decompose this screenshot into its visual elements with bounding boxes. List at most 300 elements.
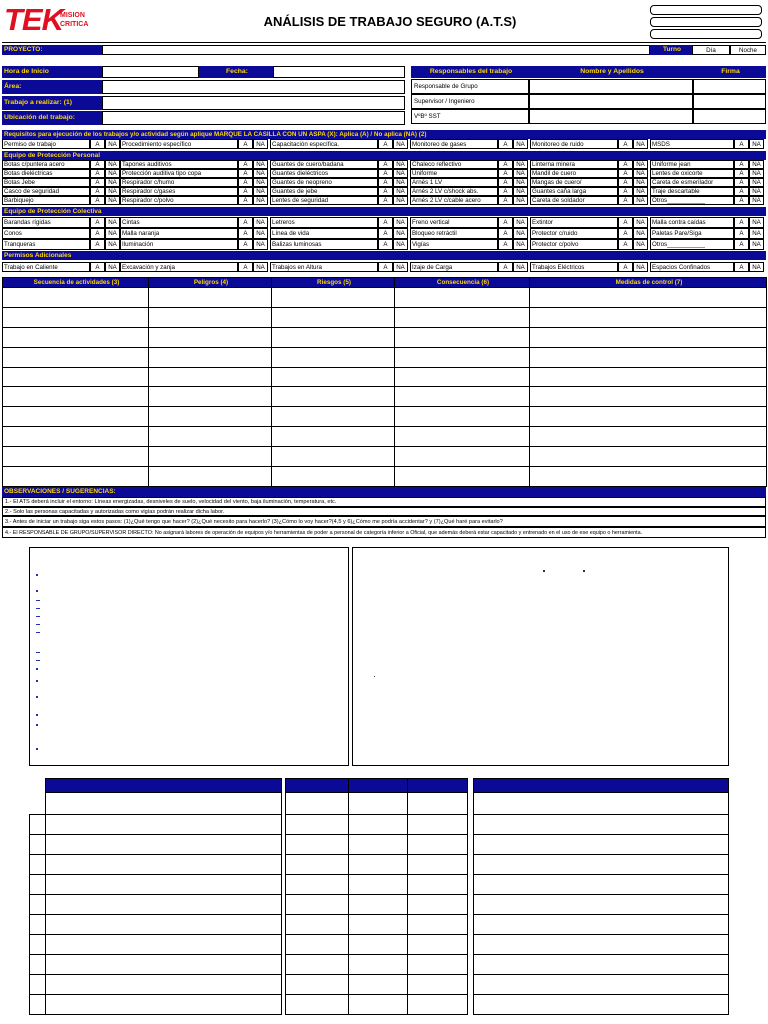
no-aplica-checkbox[interactable]: NA	[749, 217, 764, 228]
bottom-table-cell[interactable]	[46, 975, 282, 995]
bottom-table-cell[interactable]	[349, 935, 408, 955]
checklist-item-label: Protector c/polvo	[530, 239, 618, 250]
analisis-cell[interactable]	[395, 467, 530, 487]
aplica-checkbox[interactable]: A	[618, 196, 633, 205]
bottom-table-cell[interactable]	[30, 855, 46, 875]
aplica-checkbox[interactable]: A	[498, 160, 513, 169]
aplica-checkbox[interactable]: A	[90, 217, 105, 228]
aplica-checkbox[interactable]: A	[378, 160, 393, 169]
no-aplica-checkbox[interactable]: NA	[513, 139, 528, 149]
aplica-checkbox[interactable]: A	[90, 196, 105, 205]
bottom-table-row	[474, 975, 729, 995]
no-aplica-checkbox[interactable]: NA	[749, 187, 764, 196]
analisis-cell[interactable]	[3, 367, 149, 387]
analisis-cell[interactable]	[395, 367, 530, 387]
proyecto-input[interactable]	[102, 45, 650, 55]
bottom-table-cell[interactable]	[349, 915, 408, 935]
bottom-table-cell[interactable]	[474, 935, 729, 955]
analisis-cell[interactable]	[3, 288, 149, 308]
no-aplica-checkbox[interactable]: NA	[393, 217, 408, 228]
no-aplica-checkbox[interactable]: NA	[253, 262, 268, 272]
bottom-table-cell[interactable]	[349, 815, 408, 835]
bottom-header-cell	[46, 779, 282, 793]
checklist-item-label: Botas c/puntera acero	[2, 160, 90, 169]
notes-box-right[interactable]	[352, 547, 729, 766]
aplica-checkbox[interactable]: A	[238, 169, 253, 178]
aplica-checkbox[interactable]: A	[90, 262, 105, 272]
bottom-table-cell[interactable]	[408, 935, 468, 955]
bottom-table-row	[30, 935, 282, 955]
checklist-item-label: Espacios Confinados	[650, 262, 734, 272]
bottom-blank-cell	[30, 779, 46, 793]
analisis-cell[interactable]	[395, 307, 530, 327]
aplica-checkbox[interactable]: A	[378, 187, 393, 196]
resp-row-firma[interactable]	[693, 79, 766, 94]
analisis-cell[interactable]	[530, 467, 767, 487]
no-aplica-checkbox[interactable]: NA	[105, 139, 120, 149]
aplica-checkbox[interactable]: A	[238, 196, 253, 205]
bottom-table-cell[interactable]	[30, 975, 46, 995]
no-aplica-checkbox[interactable]: NA	[393, 196, 408, 205]
aplica-checkbox[interactable]: A	[378, 239, 393, 250]
no-aplica-checkbox[interactable]: NA	[633, 239, 648, 250]
no-aplica-checkbox[interactable]: NA	[105, 187, 120, 196]
bottom-table-cell[interactable]	[46, 835, 282, 855]
no-aplica-checkbox[interactable]: NA	[633, 187, 648, 196]
area-label: Área:	[2, 80, 102, 94]
aplica-checkbox[interactable]: A	[618, 228, 633, 239]
aplica-checkbox[interactable]: A	[238, 262, 253, 272]
aplica-checkbox[interactable]: A	[498, 262, 513, 272]
analisis-cell[interactable]	[3, 327, 149, 347]
bottom-table-cell[interactable]	[30, 875, 46, 895]
analisis-cell[interactable]	[3, 407, 149, 427]
bottom-table-cell[interactable]	[46, 915, 282, 935]
no-aplica-checkbox[interactable]: NA	[633, 178, 648, 187]
aplica-checkbox[interactable]: A	[734, 217, 749, 228]
bottom-table-cell[interactable]	[46, 935, 282, 955]
bottom-table-cell[interactable]	[349, 975, 408, 995]
aplica-checkbox[interactable]: A	[618, 187, 633, 196]
no-aplica-checkbox[interactable]: NA	[633, 196, 648, 205]
bottom-table-cell[interactable]	[408, 975, 468, 995]
no-aplica-checkbox[interactable]: NA	[253, 217, 268, 228]
analisis-cell[interactable]	[3, 427, 149, 447]
aplica-checkbox[interactable]: A	[238, 239, 253, 250]
aplica-checkbox[interactable]: A	[90, 139, 105, 149]
bottom-table-cell[interactable]	[286, 815, 349, 835]
analisis-row	[3, 387, 767, 407]
no-aplica-checkbox[interactable]: NA	[749, 178, 764, 187]
bottom-table-cell[interactable]	[286, 835, 349, 855]
bottom-table-cell[interactable]	[349, 855, 408, 875]
bullet-mark	[36, 652, 40, 653]
bottom-table-cell[interactable]	[46, 815, 282, 835]
no-aplica-checkbox[interactable]: NA	[393, 262, 408, 272]
bottom-table-row	[474, 955, 729, 975]
bottom-table-cell[interactable]	[474, 835, 729, 855]
trabajo-input[interactable]	[102, 96, 405, 110]
analisis-row	[3, 288, 767, 308]
checklist-item-label: Guantes de neopreno	[270, 178, 378, 187]
code-box-2[interactable]	[650, 17, 762, 27]
analisis-cell[interactable]	[272, 288, 395, 308]
bottom-table-cell[interactable]	[474, 815, 729, 835]
analisis-cell[interactable]	[3, 447, 149, 467]
aplica-checkbox[interactable]: A	[618, 169, 633, 178]
analisis-cell[interactable]	[272, 367, 395, 387]
checklist-item-label: Traje descartable	[650, 187, 734, 196]
bottom-table-cell[interactable]	[408, 895, 468, 915]
bottom-table-cell[interactable]	[349, 793, 408, 815]
aplica-checkbox[interactable]: A	[378, 169, 393, 178]
page-title: ANÁLISIS DE TRABAJO SEGURO (A.T.S)	[263, 14, 517, 29]
bottom-table-cell[interactable]	[286, 875, 349, 895]
bottom-table-cell[interactable]	[408, 955, 468, 975]
no-aplica-checkbox[interactable]: NA	[513, 262, 528, 272]
bullet-mark	[36, 724, 38, 726]
checklist-item-label: Trabajo en Caliente	[2, 262, 90, 272]
bottom-table-cell[interactable]	[286, 995, 349, 1015]
analisis-cell[interactable]	[272, 407, 395, 427]
aplica-checkbox[interactable]: A	[378, 178, 393, 187]
aplica-checkbox[interactable]: A	[90, 228, 105, 239]
bottom-table-right	[473, 778, 729, 1014]
no-aplica-checkbox[interactable]: NA	[393, 187, 408, 196]
no-aplica-checkbox[interactable]: NA	[513, 178, 528, 187]
no-aplica-checkbox[interactable]: NA	[253, 228, 268, 239]
analisis-cell[interactable]	[530, 327, 767, 347]
analisis-cell[interactable]	[530, 307, 767, 327]
bottom-table-row	[286, 815, 468, 835]
bottom-table-cell[interactable]	[286, 935, 349, 955]
analisis-cell[interactable]	[272, 427, 395, 447]
analisis-cell[interactable]	[149, 288, 272, 308]
bottom-table-cell[interactable]	[474, 995, 729, 1015]
aplica-checkbox[interactable]: A	[618, 139, 633, 149]
bottom-table-row	[474, 875, 729, 895]
aplica-checkbox[interactable]: A	[734, 160, 749, 169]
bottom-table-cell[interactable]	[349, 895, 408, 915]
checklist-item-label: Malla naranja	[120, 228, 238, 239]
aplica-checkbox[interactable]: A	[734, 178, 749, 187]
checklist-item-label: Botas Jebe	[2, 178, 90, 187]
bottom-table-cell[interactable]	[408, 793, 468, 815]
bottom-table-cell[interactable]	[30, 915, 46, 935]
aplica-checkbox[interactable]: A	[238, 160, 253, 169]
aplica-checkbox[interactable]: A	[498, 217, 513, 228]
aplica-checkbox[interactable]: A	[378, 228, 393, 239]
no-aplica-checkbox[interactable]: NA	[105, 262, 120, 272]
no-aplica-checkbox[interactable]: NA	[513, 196, 528, 205]
bottom-table-cell[interactable]	[30, 835, 46, 855]
aplica-checkbox[interactable]: A	[734, 187, 749, 196]
checklist-item-label: Trabajos en Altura	[270, 262, 378, 272]
analisis-cell[interactable]	[149, 307, 272, 327]
checklist-item-label: Trabajos Eléctricos	[530, 262, 618, 272]
no-aplica-checkbox[interactable]: NA	[749, 139, 764, 149]
ubicacion-input[interactable]	[102, 111, 405, 125]
bottom-table-cell[interactable]	[474, 875, 729, 895]
checklist-item-label: Otros___________	[650, 239, 734, 250]
no-aplica-checkbox[interactable]: NA	[633, 217, 648, 228]
no-aplica-checkbox[interactable]: NA	[393, 169, 408, 178]
no-aplica-checkbox[interactable]: NA	[749, 169, 764, 178]
bottom-table-cell[interactable]	[474, 793, 729, 815]
no-aplica-checkbox[interactable]: NA	[393, 178, 408, 187]
analisis-cell[interactable]	[530, 367, 767, 387]
bottom-table-cell[interactable]	[349, 835, 408, 855]
aplica-checkbox[interactable]: A	[378, 217, 393, 228]
analisis-cell[interactable]	[530, 447, 767, 467]
no-aplica-checkbox[interactable]: NA	[393, 160, 408, 169]
analisis-cell[interactable]	[3, 307, 149, 327]
analisis-cell[interactable]	[149, 387, 272, 407]
checklist-item-label: Uniforme	[410, 169, 498, 178]
bottom-table-cell[interactable]	[474, 915, 729, 935]
no-aplica-checkbox[interactable]: NA	[253, 139, 268, 149]
bottom-table-cell[interactable]	[408, 835, 468, 855]
analisis-cell[interactable]	[272, 347, 395, 367]
hora-inicio-input[interactable]	[102, 66, 199, 78]
no-aplica-checkbox[interactable]: NA	[513, 217, 528, 228]
analisis-cell[interactable]	[149, 347, 272, 367]
aplica-checkbox[interactable]: A	[734, 228, 749, 239]
fecha-input[interactable]	[273, 66, 405, 78]
analisis-cell[interactable]	[149, 427, 272, 447]
bottom-table-cell[interactable]	[46, 875, 282, 895]
bottom-table-cell[interactable]	[408, 855, 468, 875]
aplica-checkbox[interactable]: A	[90, 187, 105, 196]
aplica-checkbox[interactable]: A	[498, 196, 513, 205]
area-input[interactable]	[102, 80, 405, 94]
bottom-table-cell[interactable]	[349, 875, 408, 895]
no-aplica-checkbox[interactable]: NA	[253, 178, 268, 187]
analisis-cell[interactable]	[272, 327, 395, 347]
code-box-3[interactable]	[650, 29, 762, 39]
bottom-table-cell[interactable]	[408, 875, 468, 895]
bottom-table-cell[interactable]	[349, 995, 408, 1015]
bottom-table-cell[interactable]	[30, 995, 46, 1015]
no-aplica-checkbox[interactable]: NA	[253, 196, 268, 205]
aplica-checkbox[interactable]: A	[238, 228, 253, 239]
analisis-cell[interactable]	[3, 467, 149, 487]
no-aplica-checkbox[interactable]: NA	[749, 196, 764, 205]
bottom-table-cell[interactable]	[46, 793, 282, 815]
aplica-checkbox[interactable]: A	[498, 178, 513, 187]
checklist-item-label: Freno vertical	[410, 217, 498, 228]
aplica-checkbox[interactable]: A	[90, 160, 105, 169]
analisis-cell[interactable]	[395, 288, 530, 308]
aplica-checkbox[interactable]: A	[90, 178, 105, 187]
no-aplica-checkbox[interactable]: NA	[393, 228, 408, 239]
no-aplica-checkbox[interactable]: NA	[105, 178, 120, 187]
analisis-cell[interactable]	[272, 307, 395, 327]
bottom-table-cell[interactable]	[286, 895, 349, 915]
no-aplica-checkbox[interactable]: NA	[749, 160, 764, 169]
aplica-checkbox[interactable]: A	[498, 228, 513, 239]
aplica-checkbox[interactable]: A	[498, 139, 513, 149]
aplica-checkbox[interactable]: A	[90, 169, 105, 178]
no-aplica-checkbox[interactable]: NA	[105, 239, 120, 250]
no-aplica-checkbox[interactable]: NA	[105, 160, 120, 169]
no-aplica-checkbox[interactable]: NA	[253, 187, 268, 196]
no-aplica-checkbox[interactable]: NA	[105, 196, 120, 205]
no-aplica-checkbox[interactable]: NA	[633, 228, 648, 239]
analisis-cell[interactable]	[530, 288, 767, 308]
checklist-item-label: Barandas rígidas	[2, 217, 90, 228]
no-aplica-checkbox[interactable]: NA	[253, 169, 268, 178]
checklist-item-label: Conos	[2, 228, 90, 239]
bottom-table-cell[interactable]	[30, 895, 46, 915]
analisis-cell[interactable]	[149, 407, 272, 427]
aplica-checkbox[interactable]: A	[498, 239, 513, 250]
bottom-table-cell[interactable]	[30, 935, 46, 955]
bottom-table-cell[interactable]	[46, 995, 282, 1015]
analisis-cell[interactable]	[272, 447, 395, 467]
no-aplica-checkbox[interactable]: NA	[513, 160, 528, 169]
bottom-table-cell[interactable]	[408, 815, 468, 835]
checklist-item-label: Guantes caña larga	[530, 187, 618, 196]
aplica-checkbox[interactable]: A	[378, 196, 393, 205]
analisis-cell[interactable]	[149, 467, 272, 487]
no-aplica-checkbox[interactable]: NA	[749, 262, 764, 272]
aplica-checkbox[interactable]: A	[90, 239, 105, 250]
no-aplica-checkbox[interactable]: NA	[393, 239, 408, 250]
no-aplica-checkbox[interactable]: NA	[633, 262, 648, 272]
aplica-checkbox[interactable]: A	[238, 178, 253, 187]
analisis-cell[interactable]	[272, 387, 395, 407]
bottom-table-cell[interactable]	[46, 855, 282, 875]
resp-row-firma[interactable]	[693, 109, 766, 124]
bottom-table-cell[interactable]	[474, 955, 729, 975]
bottom-table-cell[interactable]	[408, 915, 468, 935]
analisis-cell[interactable]	[530, 347, 767, 367]
checklist-item-label: Respirador c/gases	[120, 187, 238, 196]
checklist-item-label: Iluminación	[120, 239, 238, 250]
analisis-col-consecuencia: Consecuencia (6)	[395, 278, 530, 288]
bullet-mark	[36, 696, 38, 698]
aplica-checkbox[interactable]: A	[734, 196, 749, 205]
analisis-cell[interactable]	[3, 347, 149, 367]
resp-row-nombre[interactable]	[529, 79, 693, 94]
analisis-cell[interactable]	[149, 327, 272, 347]
analisis-cell[interactable]	[149, 367, 272, 387]
bottom-table-cell[interactable]	[30, 815, 46, 835]
permisos-row	[2, 262, 766, 272]
aplica-checkbox[interactable]: A	[238, 139, 253, 149]
bottom-table-cell[interactable]	[474, 895, 729, 915]
no-aplica-checkbox[interactable]: NA	[253, 160, 268, 169]
analisis-cell[interactable]	[395, 347, 530, 367]
no-aplica-checkbox[interactable]: NA	[749, 228, 764, 239]
code-box-1[interactable]	[650, 5, 762, 15]
no-aplica-checkbox[interactable]: NA	[633, 169, 648, 178]
aplica-checkbox[interactable]: A	[378, 262, 393, 272]
analisis-cell[interactable]	[395, 427, 530, 447]
no-aplica-checkbox[interactable]: NA	[393, 139, 408, 149]
analisis-cell[interactable]	[149, 447, 272, 467]
bottom-table-row	[286, 915, 468, 935]
notes-box-left[interactable]	[29, 547, 349, 766]
analisis-cell[interactable]	[272, 467, 395, 487]
no-aplica-checkbox[interactable]: NA	[105, 169, 120, 178]
aplica-checkbox[interactable]: A	[618, 262, 633, 272]
resp-row-nombre[interactable]	[529, 94, 693, 109]
aplica-checkbox[interactable]: A	[618, 178, 633, 187]
bottom-table-cell[interactable]	[474, 975, 729, 995]
analisis-row	[3, 427, 767, 447]
aplica-checkbox[interactable]: A	[734, 239, 749, 250]
bottom-table-cell[interactable]	[349, 955, 408, 975]
bottom-table-cell[interactable]	[46, 895, 282, 915]
no-aplica-checkbox[interactable]: NA	[633, 160, 648, 169]
bottom-table-cell[interactable]	[286, 793, 349, 815]
analisis-cell[interactable]	[3, 387, 149, 407]
bottom-table-cell[interactable]	[408, 995, 468, 1015]
observacion-line: 3.- Antes de iniciar un trabajo siga estos pasos: (1)¿Qué tengo que hacer? (2)¿Qué necesito para hacerlo? (3)¿Cómo lo voy hacer?(4,5 y 6)¿Cómo me podría accidentar? y (7)¿Qué haré para evitarlo?	[2, 516, 766, 527]
bottom-table-mid	[285, 778, 467, 1014]
aplica-checkbox[interactable]: A	[734, 139, 749, 149]
resp-row-nombre[interactable]	[529, 109, 693, 124]
analisis-cell[interactable]	[395, 447, 530, 467]
aplica-checkbox[interactable]: A	[618, 160, 633, 169]
bottom-table-cell[interactable]	[286, 975, 349, 995]
bottom-table-cell[interactable]	[286, 955, 349, 975]
turno-dia[interactable]: Día	[692, 45, 730, 55]
bottom-table-cell[interactable]	[286, 855, 349, 875]
checklist-item-label: Uniforme jean	[650, 160, 734, 169]
analisis-cell[interactable]	[530, 387, 767, 407]
analisis-cell[interactable]	[530, 407, 767, 427]
aplica-checkbox[interactable]: A	[498, 169, 513, 178]
aplica-checkbox[interactable]: A	[378, 139, 393, 149]
analisis-cell[interactable]	[530, 427, 767, 447]
aplica-checkbox[interactable]: A	[734, 262, 749, 272]
no-aplica-checkbox[interactable]: NA	[749, 239, 764, 250]
no-aplica-checkbox[interactable]: NA	[105, 217, 120, 228]
aplica-checkbox[interactable]: A	[238, 187, 253, 196]
checklist-item-label: Casco de seguridad	[2, 187, 90, 196]
no-aplica-checkbox[interactable]: NA	[253, 239, 268, 250]
no-aplica-checkbox[interactable]: NA	[513, 239, 528, 250]
no-aplica-checkbox[interactable]: NA	[105, 228, 120, 239]
analisis-cell[interactable]	[395, 407, 530, 427]
turno-noche[interactable]: Noche	[730, 45, 766, 55]
aplica-checkbox[interactable]: A	[618, 239, 633, 250]
bullet-mark	[36, 632, 40, 633]
aplica-checkbox[interactable]: A	[734, 169, 749, 178]
bottom-table-row	[30, 895, 282, 915]
checklist-item-label: Careta de soldador	[530, 196, 618, 205]
resp-row-firma[interactable]	[693, 94, 766, 109]
no-aplica-checkbox[interactable]: NA	[513, 228, 528, 239]
bottom-table-row	[286, 855, 468, 875]
checklist-item-label: Permiso de trabajo	[2, 139, 90, 149]
bottom-table-cell[interactable]	[286, 915, 349, 935]
analisis-cell[interactable]	[395, 387, 530, 407]
no-aplica-checkbox[interactable]: NA	[513, 169, 528, 178]
bottom-table-cell[interactable]	[474, 855, 729, 875]
analisis-cell[interactable]	[395, 327, 530, 347]
aplica-checkbox[interactable]: A	[238, 217, 253, 228]
bottom-table-cell[interactable]	[46, 955, 282, 975]
aplica-checkbox[interactable]: A	[498, 187, 513, 196]
no-aplica-checkbox[interactable]: NA	[513, 187, 528, 196]
no-aplica-checkbox[interactable]: NA	[633, 139, 648, 149]
bottom-table-cell[interactable]	[30, 955, 46, 975]
aplica-checkbox[interactable]: A	[618, 217, 633, 228]
